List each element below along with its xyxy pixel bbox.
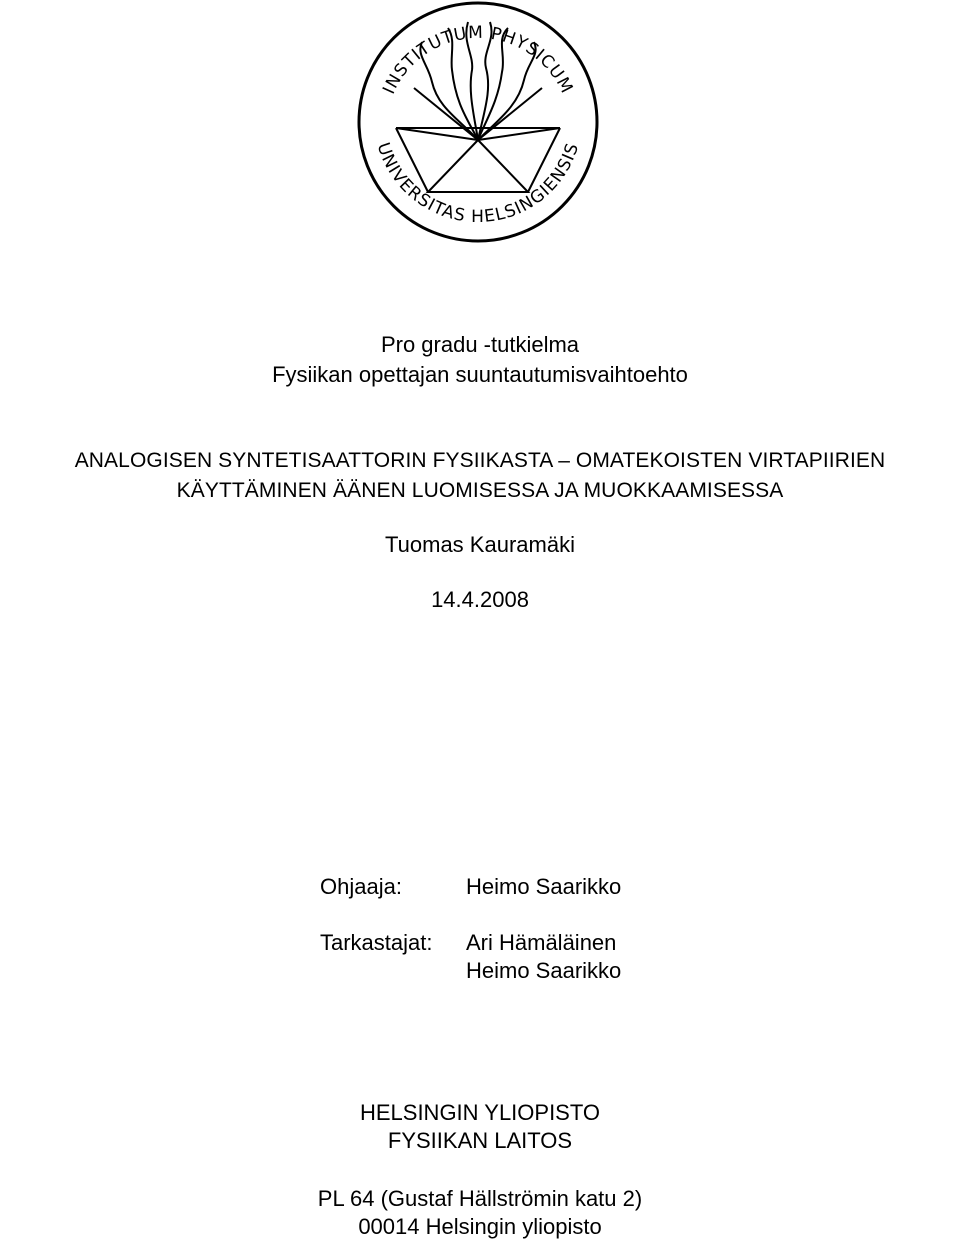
supervisor-name: Heimo Saarikko <box>466 874 622 899</box>
examiner-1-name: Ari Hämäläinen <box>466 930 617 955</box>
address-line-2: 00014 Helsingin yliopisto <box>358 1214 602 1239</box>
thesis-title-line-1: ANALOGISEN SYNTETISAATTORIN FYSIIKASTA – OMATEKOISTEN VIRTAPIIRIEN <box>74 449 886 472</box>
examiners-label: Tarkastajat: <box>320 930 433 955</box>
svg-text:INSTITUTUM PHYSICUM <box>379 23 577 97</box>
thesis-date: 14.4.2008 <box>431 587 529 612</box>
department-name: FYSIIKAN LAITOS <box>387 1128 573 1153</box>
program-name: Fysiikan opettajan suuntautumisvaihtoehto <box>272 362 688 387</box>
address-line-1: PL 64 (Gustaf Hällströmin katu 2) <box>317 1186 643 1211</box>
thesis-type: Pro gradu -tutkielma <box>380 332 580 357</box>
supervisor-label: Ohjaaja: <box>320 874 402 899</box>
thesis-title-line-2: KÄYTTÄMINEN ÄÄNEN LUOMISESSA JA MUOKKAAMISESSA <box>176 479 784 502</box>
examiner-2-name: Heimo Saarikko <box>466 958 622 983</box>
university-name: HELSINGIN YLIOPISTO <box>359 1100 601 1125</box>
seal-bottom-text: UNIVERSITAS HELSINGIENSIS <box>372 140 584 228</box>
seal-top-text: INSTITUTUM PHYSICUM <box>379 22 577 98</box>
author-name: Tuomas Kauramäki <box>385 532 575 557</box>
university-seal-logo <box>356 0 601 245</box>
